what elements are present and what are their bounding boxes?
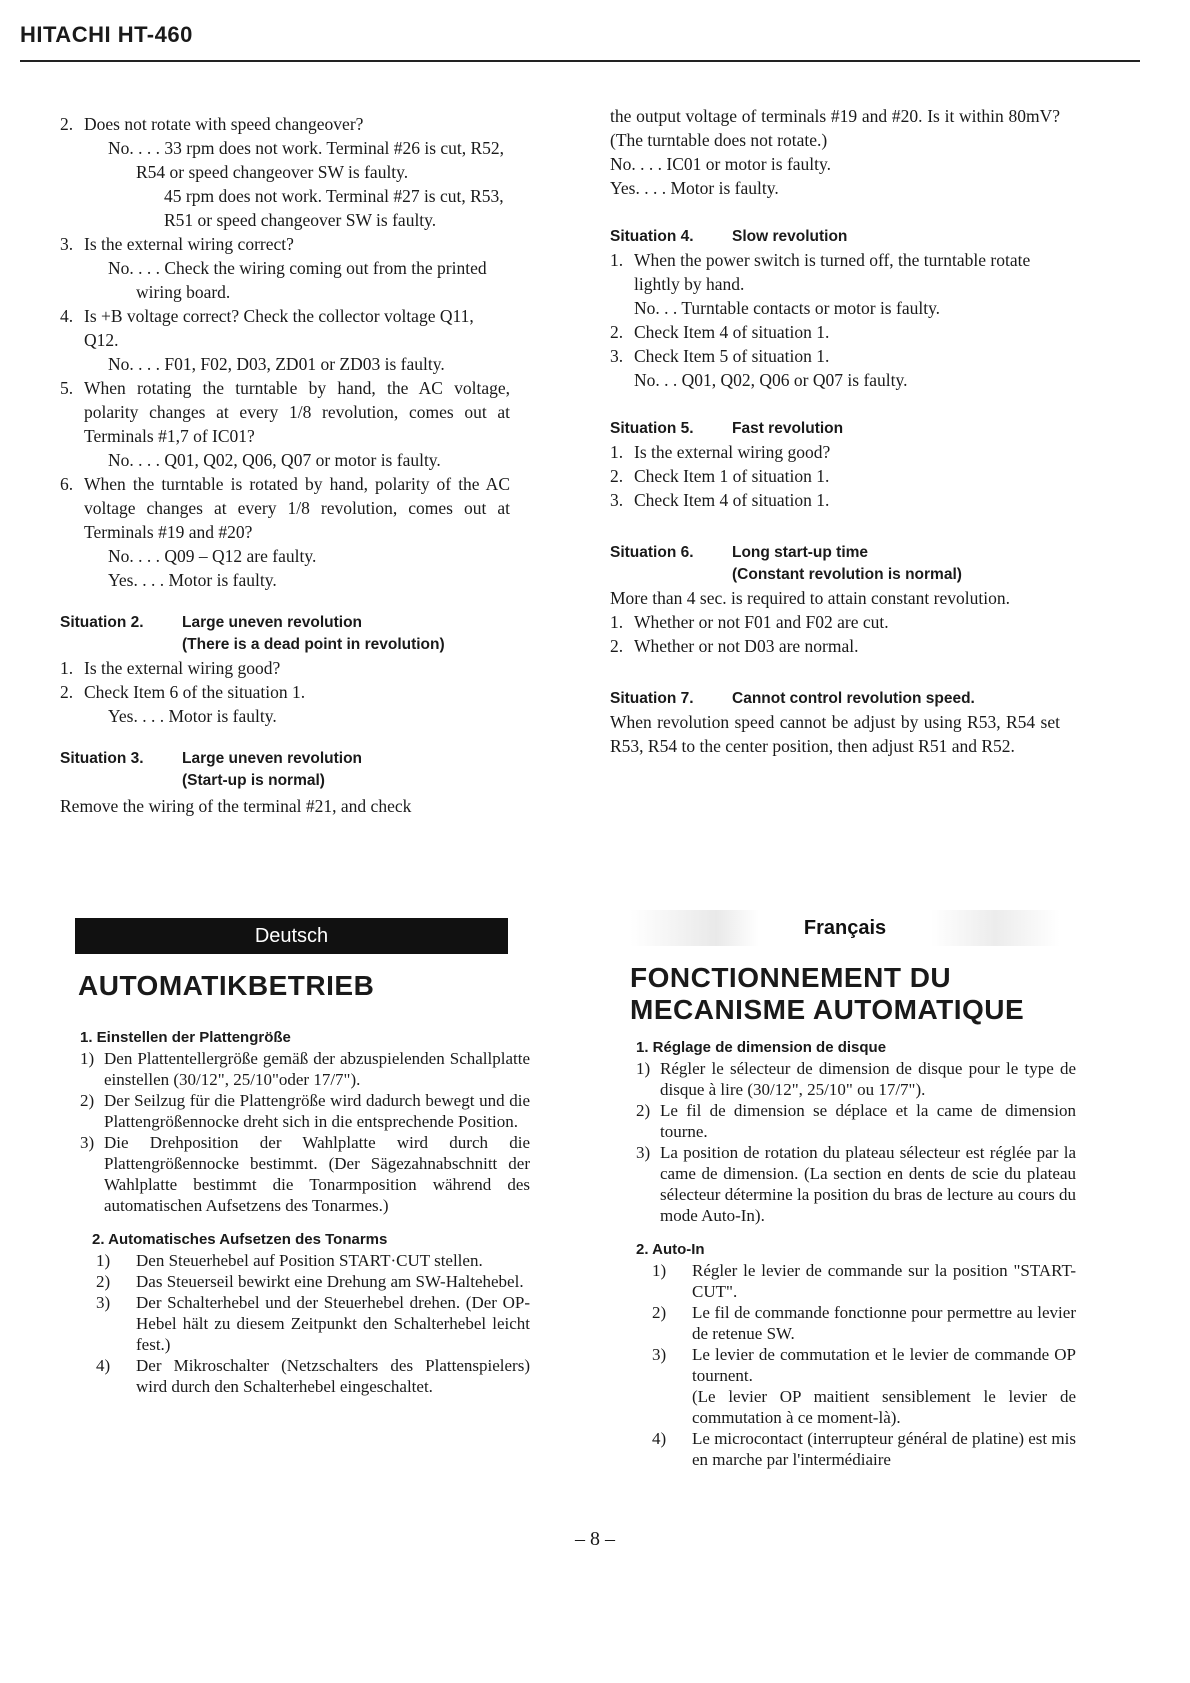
item-text: When the power switch is turned off, the turntable rotate lightly by hand. [634, 250, 1031, 294]
paragraph-text: When revolution speed cannot be adjust by using R53, R54 set R53, R54 to the center position, then adjust R51 and R52. [610, 712, 1060, 756]
situation-label: Situation 5. [610, 420, 694, 437]
list-item [636, 1428, 1076, 1470]
situation-heading [610, 226, 1060, 248]
item-text: Le levier de commutation et le levier de commande OP tournent. [692, 1345, 1076, 1385]
list-item [80, 1132, 530, 1216]
item-number: 4. [60, 306, 74, 326]
item-number: 1) [80, 1049, 95, 1068]
list-item [60, 680, 510, 728]
situation-heading [610, 542, 1060, 586]
situation-heading [610, 418, 1060, 440]
page-number: – 8 – [575, 1528, 615, 1550]
section-title-line: MECANISME AUTOMATIQUE [630, 994, 1025, 1025]
list-item [610, 488, 1060, 512]
list-item [60, 232, 510, 304]
list-item [610, 634, 1060, 658]
item-number: 3) [96, 1293, 111, 1312]
item-number: 3) [80, 1133, 95, 1152]
subsection-heading: 1. Réglage de dimension de disque [636, 1039, 887, 1056]
list-item [636, 1100, 1076, 1142]
list-item [610, 610, 1060, 634]
answer-text: Yes. . . . Motor is faulty. [108, 570, 277, 590]
item-text: Check Item 6 of the situation 1. [84, 682, 306, 702]
item-number: 6. [60, 474, 74, 494]
item-text: Check Item 4 of situation 1. [634, 490, 830, 510]
answer-text: No. . . . IC01 or motor is faulty. [610, 154, 831, 174]
right-column [610, 104, 1060, 758]
item-number: 2) [80, 1091, 95, 1110]
list-item [610, 344, 1060, 392]
item-number: 2. [60, 682, 74, 702]
question-text: Is +B voltage correct? Check the collector voltage Q11, Q12. [84, 306, 474, 350]
question-text: Is the external wiring correct? [84, 234, 294, 254]
list-item [610, 248, 1060, 320]
item-text: Den Plattentellergröße gemäß der abzuspielenden Schallplatte einstellen (30/12", 25/10"oder 17/7"). [104, 1049, 530, 1089]
situation-title: Cannot control revolution speed. [732, 690, 975, 707]
language-banner-francais: Français [630, 910, 1060, 946]
item-number: 4) [652, 1429, 667, 1448]
answer-text: No. . . Turntable contacts or motor is faulty. [634, 298, 941, 318]
item-text: Der Mikroschalter (Netzschalters des Plattenspielers) wird durch den Schalterhebel eingeschaltet. [136, 1356, 530, 1396]
item-number: 2) [96, 1272, 111, 1291]
list-item [80, 1048, 530, 1090]
situation-title-block [732, 542, 1060, 586]
situation-label: Situation 3. [60, 750, 144, 767]
answer-text: Yes. . . . Motor is faulty. [108, 706, 277, 726]
item-number: 3. [610, 490, 624, 510]
item-number: 2. [610, 466, 624, 486]
list-item [80, 1271, 530, 1292]
item-text: Whether or not D03 are normal. [634, 636, 859, 656]
answer-text: No. . . . F01, F02, D03, ZD01 or ZD03 is faulty. [108, 354, 445, 374]
section-title: AUTOMATIKBETRIEB [78, 970, 375, 1001]
item-text: Whether or not F01 and F02 are cut. [634, 612, 889, 632]
answer-text: 45 rpm does not work. Terminal #27 is cut, R53, R51 or speed changeover SW is faulty. [164, 186, 504, 230]
item-number: 3. [610, 346, 624, 366]
item-number: 3. [60, 234, 74, 254]
item-number: 2. [60, 114, 74, 134]
situation-label: Situation 4. [610, 228, 694, 245]
answer-text: No. . . . Q09 – Q12 are faulty. [108, 546, 317, 566]
item-text: Le fil de commande fonctionne pour permettre au levier de retenue SW. [692, 1303, 1076, 1343]
answer-text: No. . . . 33 rpm does not work. Terminal #26 is cut, R52, R54 or speed changeover SW is faulty. [108, 138, 505, 182]
section-title [630, 962, 1024, 1026]
list-item [80, 1355, 530, 1397]
item-text: Der Seilzug für die Plattengröße wird dadurch bewegt und die Plattengrößennocke dreht sich in die entsprechende Position. [104, 1091, 530, 1131]
question-text: When rotating the turntable by hand, the AC voltage, polarity changes at every 1/8 revolution, comes out at Terminals #1,7 of IC01? [84, 378, 510, 446]
item-number: 5. [60, 378, 74, 398]
situation-title: Large uneven revolution [182, 614, 363, 631]
list-item [60, 376, 510, 472]
answer-text: Yes. . . . Motor is faulty. [610, 178, 779, 198]
list-item [60, 656, 510, 680]
item-number: 2. [610, 322, 624, 342]
item-number: 2) [636, 1101, 651, 1120]
item-text: Der Schalterhebel und der Steuerhebel drehen. (Der OP-Hebel hält zu diesem Zeitpunkt den Schalterhebel leicht fest.) [136, 1293, 530, 1354]
answer-text: No. . . Q01, Q02, Q06 or Q07 is faulty. [634, 370, 908, 390]
item-text: Is the external wiring good? [84, 658, 281, 678]
answer-text: No. . . . Q01, Q02, Q06, Q07 or motor is faulty. [108, 450, 441, 470]
situation-title-block [182, 612, 510, 656]
situation-heading [60, 612, 510, 656]
list-item [610, 464, 1060, 488]
situation-title: Slow revolution [732, 228, 848, 245]
header-rule [20, 60, 1140, 62]
item-number: 1) [652, 1261, 667, 1280]
item-text: Is the external wiring good? [634, 442, 831, 462]
list-item [610, 320, 1060, 344]
spacer [636, 1226, 1076, 1240]
situation-title-block [182, 748, 510, 792]
list-item [80, 1250, 530, 1271]
francais-content [636, 1038, 1076, 1470]
list-item [636, 1058, 1076, 1100]
item-number: 2) [652, 1303, 667, 1322]
item-text: Le fil de dimension se déplace et la came de dimension tourne. [660, 1101, 1076, 1141]
list-item [610, 440, 1060, 464]
list-item [636, 1302, 1076, 1344]
item-text: Régler le levier de commande sur la position "START-CUT". [692, 1261, 1076, 1301]
situation-heading [60, 748, 510, 792]
list-item [636, 1260, 1076, 1302]
item-text: Check Item 1 of situation 1. [634, 466, 830, 486]
item-text: (Le levier OP maitient sensiblement le levier de commutation à ce moment-là). [692, 1387, 1076, 1427]
list-item [60, 112, 510, 232]
item-text: Check Item 4 of situation 1. [634, 322, 830, 342]
list-item [60, 304, 510, 376]
document-header: HITACHI HT-460 [20, 22, 193, 47]
item-number: 1. [610, 442, 624, 462]
question-text: When the turntable is rotated by hand, polarity of the AC voltage changes at every 1/8 revolution, comes out at Terminals #19 and #20? [84, 474, 510, 542]
paragraph-text: Remove the wiring of the terminal #21, and check [60, 796, 412, 816]
list-item [636, 1142, 1076, 1226]
situation-label: Situation 2. [60, 614, 144, 631]
paragraph-text: More than 4 sec. is required to attain constant revolution. [610, 588, 1010, 608]
subsection-heading: 2. Auto-In [636, 1241, 705, 1258]
item-number: 2. [610, 636, 624, 656]
paragraph-text: the output voltage of terminals #19 and #20. Is it within 80mV? (The turntable does not rotate.) [610, 106, 1060, 150]
situation-title: Large uneven revolution [182, 750, 363, 767]
spacer [80, 1216, 530, 1230]
item-text: La position de rotation du plateau sélecteur est réglée par la came de dimension. (La section en dents de scie du plateau sélecteur détermine la position du bras de lecture au cours du mode Auto-In). [660, 1143, 1076, 1225]
item-number: 1. [60, 658, 74, 678]
item-text: Den Steuerhebel auf Position START·CUT stellen. [136, 1251, 483, 1270]
question-text: Does not rotate with speed changeover? [84, 114, 364, 134]
situation-title: Long start-up time [732, 544, 869, 561]
list-item [80, 1090, 530, 1132]
item-text: Die Drehposition der Wahlplatte wird durch die Plattengrößennocke bestimmt. (Der Sägezahnabschnitt der Wahlplatte bestimmt die Tonarmposition während des automatischen Aufsetzens des Tonarmes.) [104, 1133, 530, 1215]
answer-text: No. . . . Check the wiring coming out from the printed wiring board. [108, 258, 487, 302]
deutsch-content [80, 1028, 530, 1397]
situation-label: Situation 6. [610, 544, 694, 561]
language-banner-deutsch: Deutsch [75, 918, 508, 954]
list-item [80, 1292, 530, 1355]
situation-label: Situation 7. [610, 690, 694, 707]
item-text: Régler le sélecteur de dimension de disque pour le type de disque à lire (30/12", 25/10" ou 17/7"). [660, 1059, 1076, 1099]
section-title-line: FONCTIONNEMENT DU [630, 962, 952, 993]
situation-subtitle: (Constant revolution is normal) [732, 566, 962, 583]
situation-title: Fast revolution [732, 420, 844, 437]
subsection-heading: 2. Automatisches Aufsetzen des Tonarms [92, 1231, 388, 1248]
left-column [60, 112, 510, 818]
item-text: Le microcontact (interrupteur général de platine) est mis en marche par l'intermédiaire [692, 1429, 1076, 1469]
list-item [60, 472, 510, 592]
item-number: 4) [96, 1356, 111, 1375]
item-number: 1. [610, 612, 624, 632]
situation-subtitle: (Start-up is normal) [182, 772, 325, 789]
situation-subtitle: (There is a dead point in revolution) [182, 636, 445, 653]
item-number: 3) [652, 1345, 667, 1364]
situation-heading [610, 688, 1060, 710]
item-text: Das Steuerseil bewirkt eine Drehung am SW-Haltehebel. [136, 1272, 524, 1291]
item-number: 1) [636, 1059, 651, 1078]
item-text: Check Item 5 of situation 1. [634, 346, 830, 366]
item-number: 1. [610, 250, 624, 270]
subsection-heading: 1. Einstellen der Plattengröße [80, 1029, 291, 1046]
item-number: 1) [96, 1251, 111, 1270]
item-number: 3) [636, 1143, 651, 1162]
list-item [636, 1344, 1076, 1428]
